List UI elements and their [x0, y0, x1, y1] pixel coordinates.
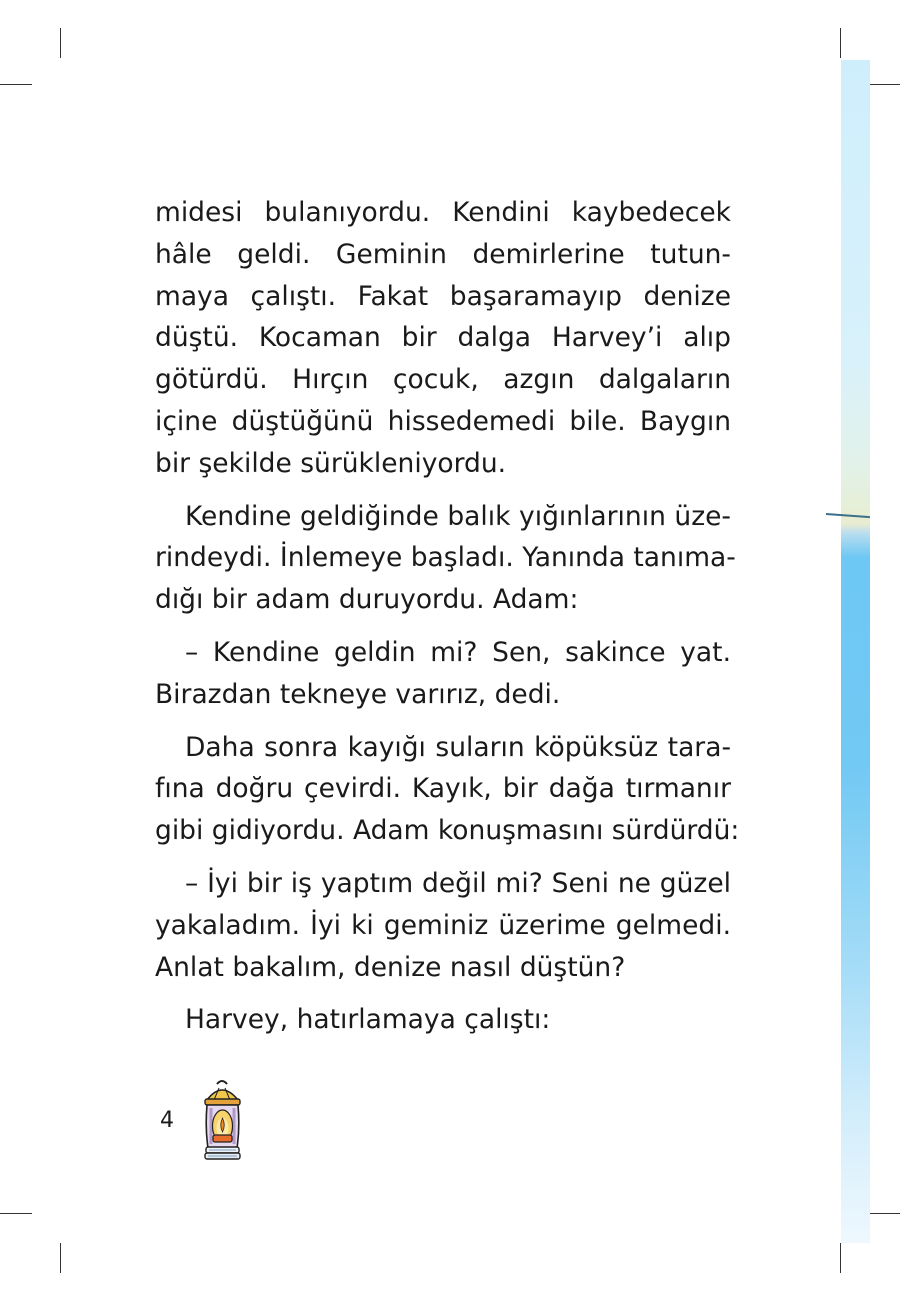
text-line: maya çalıştı. Fakat başaramayıp denize [155, 280, 731, 312]
crop-mark-bottom-right-horizontal [868, 1213, 900, 1214]
text-line: – İyi bir iş yaptım değil mi? Seni ne güzel [185, 867, 731, 899]
text-line: Birazdan tekneye varırız, dedi. [155, 678, 561, 710]
crop-mark-top-left-horizontal [0, 84, 32, 85]
lantern-icon [195, 1078, 250, 1168]
text-line: hâle geldi. Geminin demirlerine tutun- [155, 238, 731, 270]
text-line: düştü. Kocaman bir dalga Harvey’i alıp [155, 322, 731, 354]
text-line: Harvey, hatırlamaya çalıştı: [185, 1004, 551, 1036]
crop-mark-top-left-vertical [60, 28, 61, 58]
text-line: yakaladım. İyi ki geminiz üzerime gelmedi. [155, 909, 731, 941]
text-line: rindeydi. İnlemeye başladı. Yanında tanıma- [155, 542, 736, 574]
text-line: midesi bulanıyordu. Kendini kaybedecek [155, 197, 731, 228]
crop-mark-top-right-vertical [840, 28, 841, 58]
crop-mark-bottom-right-vertical [840, 1243, 841, 1273]
text-line: gibi gidiyordu. Adam konuşmasını sürdürdü: [155, 815, 740, 847]
text-line: fına doğru çevirdi. Kayık, bir dağa tırmanır [155, 773, 731, 805]
text-line: Daha sonra kayığı suların köpüksüz tara- [185, 731, 731, 763]
page-number: 4 [160, 1108, 174, 1133]
text-line: – Kendine geldin mi? Sen, sakince yat. [185, 636, 731, 668]
crop-mark-bottom-left-horizontal [0, 1213, 32, 1214]
story-text [155, 192, 740, 1041]
text-line: içine düştüğünü hissedemedi bile. Baygın [155, 405, 731, 437]
side-color-band [841, 60, 870, 1243]
crop-mark-top-right-horizontal [868, 84, 900, 85]
text-line: dığı bir adam duruyordu. Adam: [155, 584, 579, 616]
text-line: bir şekilde sürükleniyordu. [155, 447, 507, 479]
text-line: Kendine geldiğinde balık yığınlarının üze- [185, 500, 731, 532]
crop-mark-bottom-left-vertical [60, 1243, 61, 1273]
text-line: götürdü. Hırçın çocuk, azgın dalgaların [155, 364, 731, 396]
text-line: Anlat bakalım, denize nasıl düştün? [155, 951, 626, 983]
